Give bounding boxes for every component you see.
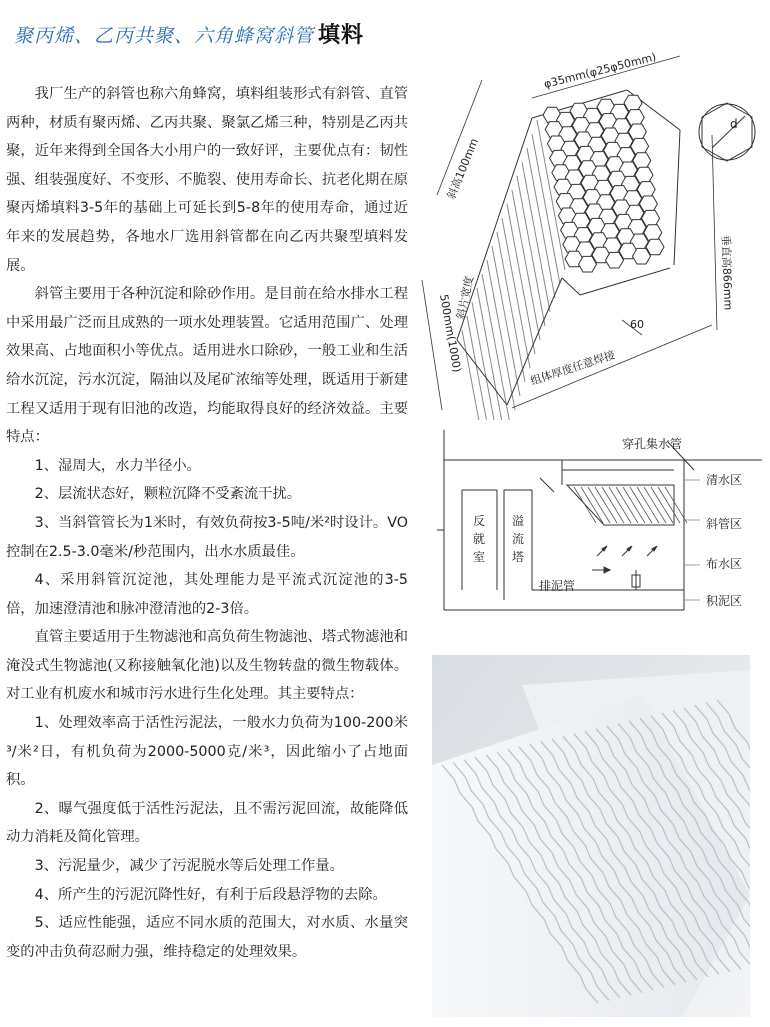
zone-sludge-label: 积泥区 [706, 594, 743, 608]
vertical-height-label: 垂直高866mm [719, 234, 735, 311]
side-stripe [512, 190, 540, 340]
hex-cell [628, 124, 646, 140]
hex-cell [631, 138, 649, 154]
paragraph-straight-tube: 直管主要适用于生物滤池和高负荷生物滤池、塔式物滤池和淹没式生物滤池(又称接触氧化池)以及生物转盘的微生物载体。对工业有机废水和城市污水进行生化处理。其主要特点： [6, 629, 408, 703]
zone-distribution-label: 布水区 [706, 557, 743, 571]
angle-label: 60 [630, 318, 644, 331]
paragraph-inclined-tube: 斜管主要用于各种沉淀和除砂作用。是目前在给水排水工程中采用最广泛而且成熟的一项水处理装置。它适用范围广、处理效果高、占地面积小等优点。适用进水口除砂，一般工业和生活给水沉淀，污水沉淀，隔油以及尾矿浓缩等处理，既适用于新建工程又适用于现有旧池的改造，均能取得良好的经济效益。主要特点： [6, 286, 408, 446]
diameter-label: φ35mm(φ25φ50mm) [542, 50, 658, 91]
hex-cell [624, 95, 642, 111]
product-photo [432, 655, 750, 1017]
body-text [6, 80, 408, 966]
feature-item: 2、曝气强度低于活性污泥法，且不需污泥回流，故能降低动力消耗及简化管理。 [6, 800, 408, 846]
side-stripe [502, 218, 530, 368]
title-emphasis: 填料 [318, 23, 365, 48]
sludge-pipe-label: 排泥管 [539, 579, 576, 593]
sheet-width-value: 500mm(1000) [437, 293, 464, 374]
reaction-room-label: 反就室 [473, 514, 486, 564]
feature-item: 1、湿周大，水力半径小。 [34, 457, 201, 474]
pipe-label: 穿孔集水管 [622, 437, 683, 451]
flow-arrows [592, 546, 657, 573]
feature-item: 1、处理效率高于活性污泥法，一般水力负荷为100-200米³/米²日，有机负荷为2000-5000克/米³，因此缩小了占地面积。 [6, 715, 408, 789]
hex-cell [642, 210, 660, 226]
feature-item: 4、采用斜管沉淀池，其处理能力是平流式沉淀池的3-5倍，加速澄清池和脉冲澄清池的2-3倍。 [6, 572, 408, 617]
feature-item: 3、当斜管管长为1米时，有效负荷按3-5吨/米²时设计。VO控制在2.5-3.0毫米/秒范围内，出水水质最佳。 [6, 514, 408, 560]
welding-label: 组体厚度任意焊接 [528, 348, 617, 388]
hex-cell [639, 196, 657, 212]
hex-cell [633, 153, 651, 169]
zone-tube-label: 斜管区 [706, 517, 743, 531]
honeycomb-block-diagram [412, 20, 770, 420]
overflow-tower-label: 溢流塔 [512, 514, 525, 564]
paragraph-intro: 我厂生产的斜管也称六角蜂窝，填料组装形式有斜管、直管两种，材质有聚丙烯、乙丙共聚、聚氯乙烯三种，特别是乙丙共聚，近年来得到全国各大小用户的一致好评，主要优点有：韧性强、组装强度好、不变形、不脆裂、使用寿命长、抗老化期在原聚丙烯填料3-5年的基础上可延长到5-8年的使用寿命，通过近年来的发展趋势，各地水厂选用斜管都在向乙丙共聚型填料发展。 [6, 86, 408, 274]
zone-clear-label: 清水区 [706, 473, 743, 487]
hex-cell [626, 110, 644, 126]
hex-cell [635, 167, 653, 183]
feature-item: 2、层流状态好，颗粒沉降不受紊流干扰。 [34, 486, 302, 503]
hex-cell [644, 225, 662, 241]
side-stripe [522, 162, 550, 312]
slant-height-label: 斜高100mm [444, 136, 481, 202]
hex-cell [637, 182, 655, 198]
feature-item: 5、适应性能强，适应不同水质的范围大，对水质、水量突变的冲击负荷忍耐力强，维持稳定的处理效果。 [6, 915, 408, 960]
title-main: 聚丙烯、乙丙共聚、六角蜂窝斜管 [14, 25, 315, 47]
feature-item: 4、所产生的污泥沉降性好，有利于后段悬浮物的去除。 [34, 886, 387, 903]
sheet-width-label: 斜片宽度 [454, 274, 477, 321]
hex-diameter-label: d [730, 117, 738, 131]
settling-tank-diagram [432, 430, 762, 620]
side-stripe [507, 204, 535, 354]
hex-cell [646, 239, 664, 255]
side-stripe [517, 176, 545, 326]
page-title [14, 18, 364, 49]
feature-item: 3、污泥量少，减少了污泥脱水等后处理工作量。 [34, 858, 344, 875]
